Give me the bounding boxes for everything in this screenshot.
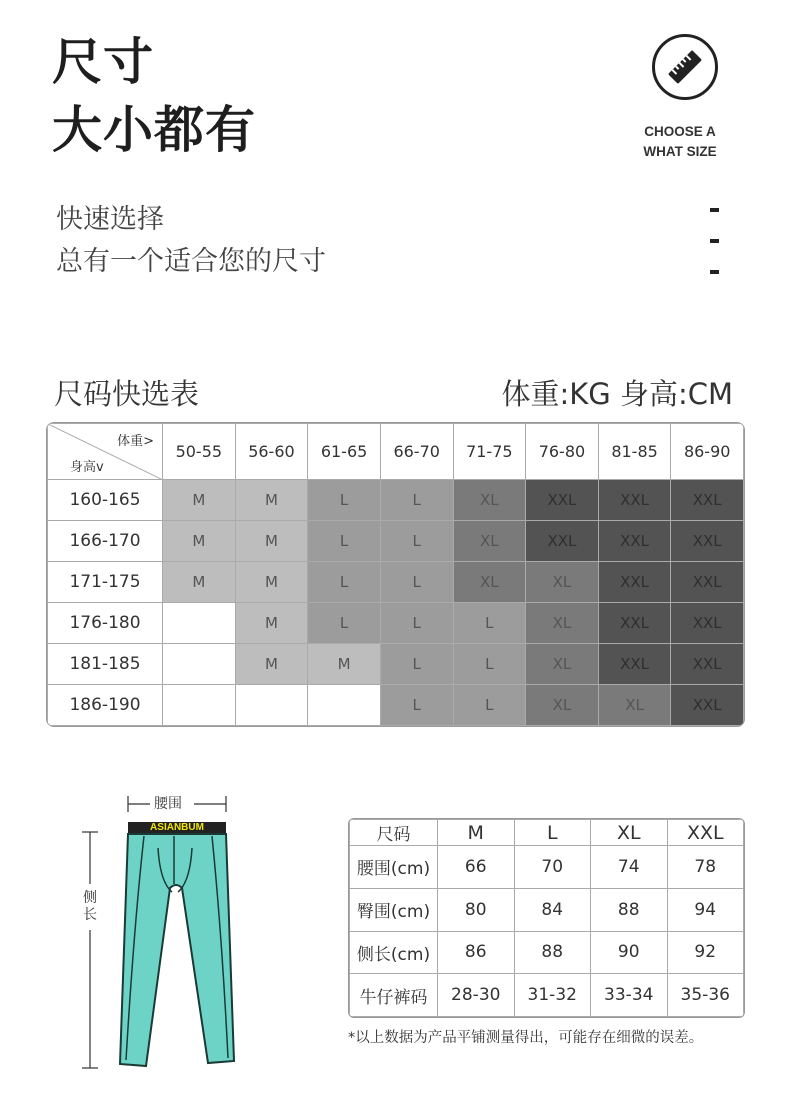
size-cell: XL: [526, 603, 599, 644]
measurement-value: 78: [667, 846, 744, 889]
size-cell: L: [453, 603, 526, 644]
measurement-value: 35-36: [667, 974, 744, 1017]
measurement-row: [350, 931, 744, 974]
size-cell: M: [235, 603, 308, 644]
measurement-label: 臀围(cm): [350, 888, 438, 931]
measurement-note: *以上数据为产品平铺测量得出，可能存在细微的误差。: [348, 1030, 704, 1046]
size-cell: L: [453, 644, 526, 685]
measurement-row: [350, 974, 744, 1017]
side-length-label: 侧长: [83, 890, 97, 923]
measurement-value: 70: [514, 846, 591, 889]
height-row-label: 176-180: [48, 603, 163, 644]
measurement-value: 33-34: [591, 974, 668, 1017]
weight-column-header: 56-60: [235, 424, 308, 480]
waist-label: 腰围: [154, 796, 182, 812]
size-cell: M: [235, 480, 308, 521]
measurement-value: 28-30: [438, 974, 515, 1017]
size-cell: XXL: [671, 603, 744, 644]
measurement-row: [350, 846, 744, 889]
size-cell: XL: [598, 685, 671, 726]
badge-caption-line1: CHOOSE A: [644, 124, 716, 139]
measurement-value: 84: [514, 888, 591, 931]
size-cell: XL: [526, 685, 599, 726]
height-row-label: 186-190: [48, 685, 163, 726]
units-label: 体重:KG 身高:CM: [501, 377, 733, 411]
size-header: XL: [591, 820, 668, 846]
measurement-value: 90: [591, 931, 668, 974]
size-cell: XXL: [671, 644, 744, 685]
badge-caption-line2: WHAT SIZE: [643, 144, 717, 159]
weight-column-header: 81-85: [598, 424, 671, 480]
measurement-label: 腰围(cm): [350, 846, 438, 889]
corner-cell: [48, 424, 163, 480]
weight-column-header: 50-55: [163, 424, 236, 480]
size-cell: [163, 603, 236, 644]
size-cell: XXL: [598, 603, 671, 644]
size-cell: L: [380, 562, 453, 603]
height-row: [48, 603, 744, 644]
measurement-label: 牛仔裤码: [350, 974, 438, 1017]
subtitle-line1: 快速选择: [56, 204, 164, 235]
size-cell: XXL: [598, 644, 671, 685]
measurement-value: 92: [667, 931, 744, 974]
measurement-value: 88: [591, 888, 668, 931]
measurement-value: 94: [667, 888, 744, 931]
size-cell: XL: [526, 644, 599, 685]
weight-header-row: [48, 424, 744, 480]
size-cell: L: [308, 521, 381, 562]
size-cell: [235, 685, 308, 726]
size-cell: XXL: [598, 562, 671, 603]
weight-column-header: 76-80: [526, 424, 599, 480]
size-cell: XXL: [526, 480, 599, 521]
size-header: M: [438, 820, 515, 846]
measurement-value: 66: [438, 846, 515, 889]
size-cell: L: [380, 603, 453, 644]
size-badge: [652, 34, 718, 100]
size-cell: [163, 644, 236, 685]
corner-height-label: 身高v: [70, 460, 104, 475]
size-cell: L: [308, 562, 381, 603]
subtitle-line2: 总有一个适合您的尺寸: [56, 246, 326, 277]
size-cell: M: [235, 562, 308, 603]
size-cell: M: [235, 521, 308, 562]
size-cell: L: [380, 521, 453, 562]
size-header: L: [514, 820, 591, 846]
height-row-label: 166-170: [48, 521, 163, 562]
page-title-line1: 尺寸: [52, 33, 154, 91]
size-cell: M: [235, 644, 308, 685]
ruler-icon: [665, 47, 705, 87]
size-cell: M: [308, 644, 381, 685]
size-cell: [308, 685, 381, 726]
badge-caption: [620, 122, 740, 162]
weight-column-header: 61-65: [308, 424, 381, 480]
height-row-label: 171-175: [48, 562, 163, 603]
measurement-value: 80: [438, 888, 515, 931]
size-cell: L: [453, 685, 526, 726]
dash-decoration: [710, 239, 719, 243]
size-cell: XL: [453, 562, 526, 603]
dash-decoration: [710, 208, 719, 212]
measurement-label: 侧长(cm): [350, 931, 438, 974]
size-header-row: [350, 820, 744, 846]
size-cell: XXL: [671, 480, 744, 521]
size-cell: L: [380, 644, 453, 685]
size-cell: L: [380, 685, 453, 726]
corner-weight-label: 体重>: [117, 434, 154, 449]
size-header-label: 尺码: [350, 820, 438, 846]
quick-table-heading: 尺码快选表: [54, 377, 200, 411]
measurement-value: 31-32: [514, 974, 591, 1017]
height-row: [48, 521, 744, 562]
size-cell: XXL: [671, 685, 744, 726]
size-cell: M: [163, 521, 236, 562]
size-cell: XXL: [671, 562, 744, 603]
size-cell: XXL: [526, 521, 599, 562]
measurement-value: 74: [591, 846, 668, 889]
size-cell: XXL: [598, 521, 671, 562]
height-row: [48, 480, 744, 521]
size-cell: XL: [526, 562, 599, 603]
size-cell: XXL: [671, 521, 744, 562]
size-cell: M: [163, 562, 236, 603]
size-quick-table: [46, 422, 745, 727]
size-cell: L: [380, 480, 453, 521]
size-cell: XXL: [598, 480, 671, 521]
weight-column-header: 71-75: [453, 424, 526, 480]
size-cell: L: [308, 603, 381, 644]
height-row: [48, 562, 744, 603]
measurement-row: [350, 888, 744, 931]
measurement-value: 88: [514, 931, 591, 974]
brand-logo: ASIANBUM: [150, 822, 204, 833]
measurement-value: 86: [438, 931, 515, 974]
measurement-table: [348, 818, 745, 1018]
height-row-label: 181-185: [48, 644, 163, 685]
size-cell: M: [163, 480, 236, 521]
size-cell: [163, 685, 236, 726]
size-header: XXL: [667, 820, 744, 846]
page-title-line2: 大小都有: [52, 101, 256, 159]
weight-column-header: 66-70: [380, 424, 453, 480]
height-row: [48, 685, 744, 726]
height-row-label: 160-165: [48, 480, 163, 521]
size-cell: XL: [453, 521, 526, 562]
pants-diagram: [74, 786, 244, 1076]
size-cell: XL: [453, 480, 526, 521]
size-cell: L: [308, 480, 381, 521]
height-row: [48, 644, 744, 685]
weight-column-header: 86-90: [671, 424, 744, 480]
dash-decoration: [710, 270, 719, 274]
